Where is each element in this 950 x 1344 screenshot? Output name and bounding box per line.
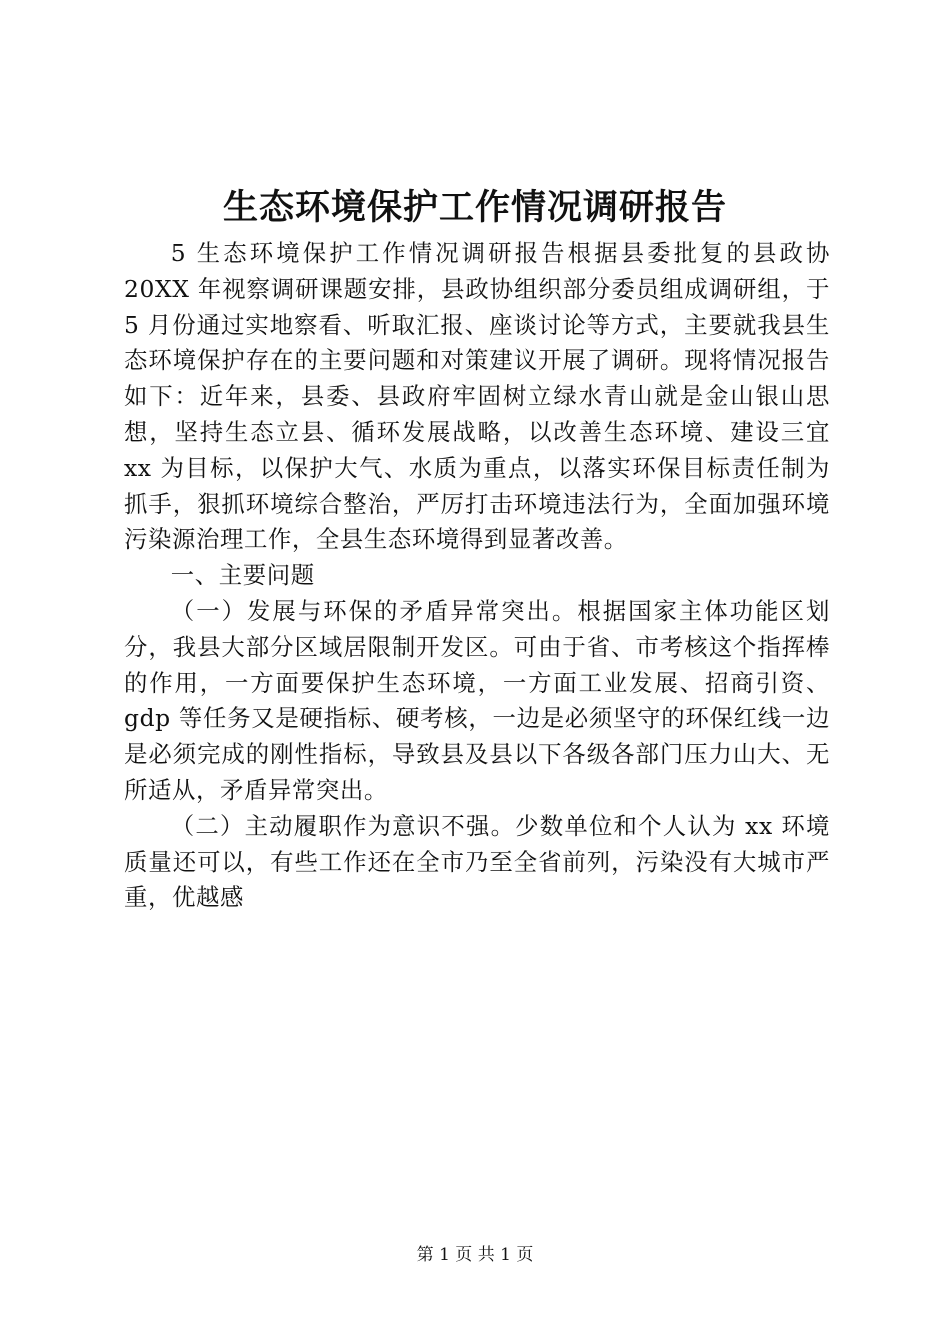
problem-paragraph-2: （二）主动履职作为意识不强。少数单位和个人认为 xx 环境质量还可以，有些工作还在全市乃至全省前列，污染没有大城市严重，优越感 <box>124 811 830 912</box>
document-body <box>124 236 830 916</box>
document-title: 生态环境保护工作情况调研报告 <box>222 187 727 228</box>
section-heading: 一、主要问题 <box>170 561 315 590</box>
problem-paragraph-1: （一）发展与环保的矛盾异常突出。根据国家主体功能区划分，我县大部分区域居限制开发区。可由于省、市考核这个指挥棒的作用，一方面要保护生态环境，一方面工业发展、招商引资、gdp 等任务又是硬指标、硬考核，一边是必须坚守的环保红线一边是必须完成的刚性指标，导致县及县以下各级各部门压力山大、无所适从，矛盾异常突出。 <box>124 596 830 804</box>
page-footer: 第 1 页 共 1 页 <box>416 1245 534 1265</box>
intro-paragraph: 5 生态环境保护工作情况调研报告根据县委批复的县政协 20XX 年视察调研课题安排，县政协组织部分委员组成调研组，于 5 月份通过实地察看、听取汇报、座谈讨论等方式，主要就我县生态环境保护存在的主要问题和对策建议开展了调研。现将情况报告如下：近年来，县委、县政府牢固树立绿水青山就是金山银山思想，坚持生态立县、循环发展战略，以改善生态环境、建设三宜 xx 为目标，以保护大气、水质为重点，以落实环保目标责任制为抓手，狠抓环境综合整治，严厉打击环境违法行为，全面加强环境污染源治理工作，全县生态环境得到显著改善。 <box>124 239 830 554</box>
